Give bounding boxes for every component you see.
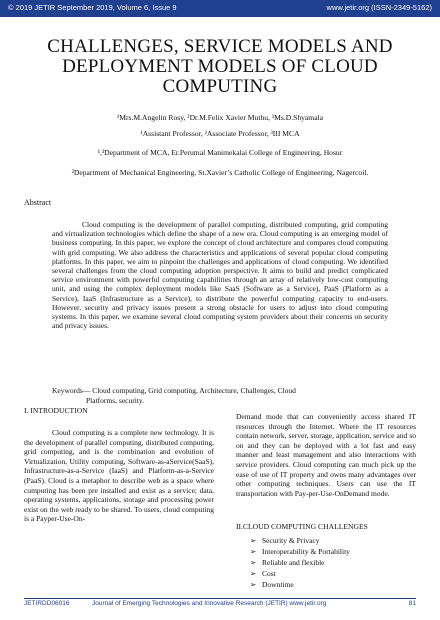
right-column-body: Demand mode that can conveniently access shared IT resources through the Internet. Where the IT resources contain network, server, storage, application, service and so on and they can be deployed with a lot fast and easy manner and least management and also interactions with service providers. Cloud computing can much pick up the ease of use of IT property and owns many advantages over other computing techniques. Users can use the IT transportation with Pay-per-Use-OnDemand mode. bbox=[236, 412, 416, 498]
list-item: ➢ Cost bbox=[250, 569, 276, 578]
keywords-line-1: Keywords— Cloud computing, Grid computing, Architecture, Challenges, Cloud bbox=[52, 386, 296, 395]
author-roles: ¹Assistant Professor, ²Associate Professor, ³III MCA bbox=[140, 129, 300, 138]
paper-id: JETIRDD06016 bbox=[24, 600, 70, 607]
challenges-heading: II.CLOUD COMPUTING CHALLENGES bbox=[236, 522, 368, 531]
keywords bbox=[52, 386, 352, 406]
abstract-body: Cloud computing is the development of parallel computing, distributed computing, grid computing and virtualization technologies which define the shape of a new era. Cloud computing is an emerging model of business computing. In this paper, we explore the concept of cloud architecture and compares cloud computing with grid computing. We also address the characteristics and applications of several popular cloud computing platforms. In this paper, we aim to pinpoint the challenges and applications of cloud computing. We identified several challenges from the cloud computing adoption perspective. It aims to build and predict complicated service environment with powerful computing capabilities through an array of relatively low-cost computing unit, and using the complex deployment models like SaaS (Software as a Service), PaaS (Platform as a Service), IaaS (Infrastructure as a Service), to distribute the powerful computing capacity to end-users. However, security and privacy issues present a strong obstacle for users to adjust into cloud computing systems. In this paper, we examine several cloud computing system providers about their concerns on security and privacy issues. bbox=[52, 220, 388, 331]
list-item: ➢ Downtime bbox=[250, 580, 294, 589]
challenges-list bbox=[236, 535, 350, 590]
abstract-heading: Abstract bbox=[24, 198, 52, 207]
list-item: ➢ Interoperability & Portability bbox=[250, 547, 350, 556]
author-list: ¹Mrs.M.Angelin Rosy, ²Dr.M.Felix Xavier Muthu, ³Ms.D.Shyamala bbox=[116, 113, 324, 122]
arrow-bullet-icon: ➢ bbox=[250, 558, 257, 567]
list-item: ➢ Reliable and flexible bbox=[250, 558, 325, 567]
journal-name-footer: Journal of Emerging Technologies and Innovative Research (JETIR) www.jetir.org bbox=[92, 600, 327, 607]
intro-body: Cloud computing is a complete new technology. It is the development of parallel computing, distributed computing, grid computing, and is the combination and evolution of Virtualization, Utility computing, Software-as-aService(SaaS), Infrastructure-as-a-Service (IaaS) and Platform-as-a-Service (PaaS). Cloud is a metaphor to describe web as a space where computing has been pre installed and exist as a service; data, operating systems, applications, storage and processing power exist on the web ready to be shared. To users, cloud computing is a Payper-Use-On- bbox=[24, 428, 214, 524]
journal-issue-info: © 2019 JETIR September 2019, Volume 6, Issue 9 bbox=[8, 3, 177, 12]
title-line-3: COMPUTING bbox=[162, 76, 278, 97]
affiliation-2: ²Department of Mechanical Engineering, St.Xavier’s Catholic College of Engineering, Nagercoil. bbox=[71, 168, 369, 177]
page-number: 81 bbox=[408, 600, 416, 607]
list-item: ➢ Security & Privacy bbox=[250, 536, 320, 545]
journal-header-bar bbox=[0, 0, 440, 17]
title-line-1: CHALLENGES, SERVICE MODELS AND bbox=[47, 36, 393, 57]
affiliation-1: ¹,³Department of MCA, Er.Perumal Manimekalai College of Engineering, Hosur bbox=[97, 148, 343, 157]
arrow-bullet-icon: ➢ bbox=[250, 547, 257, 556]
page-footer bbox=[24, 598, 416, 607]
arrow-bullet-icon: ➢ bbox=[250, 536, 257, 545]
arrow-bullet-icon: ➢ bbox=[250, 580, 257, 589]
title-line-2: DEPLOYMENT MODELS OF CLOUD bbox=[62, 56, 378, 77]
paper-title bbox=[0, 37, 440, 97]
journal-website-issn: www.jetir.org (ISSN-2349-5162) bbox=[326, 3, 432, 12]
keywords-line-2: Platforms, security. bbox=[86, 396, 145, 405]
intro-heading: I. INTRODUCTION bbox=[24, 406, 88, 415]
arrow-bullet-icon: ➢ bbox=[250, 569, 257, 578]
